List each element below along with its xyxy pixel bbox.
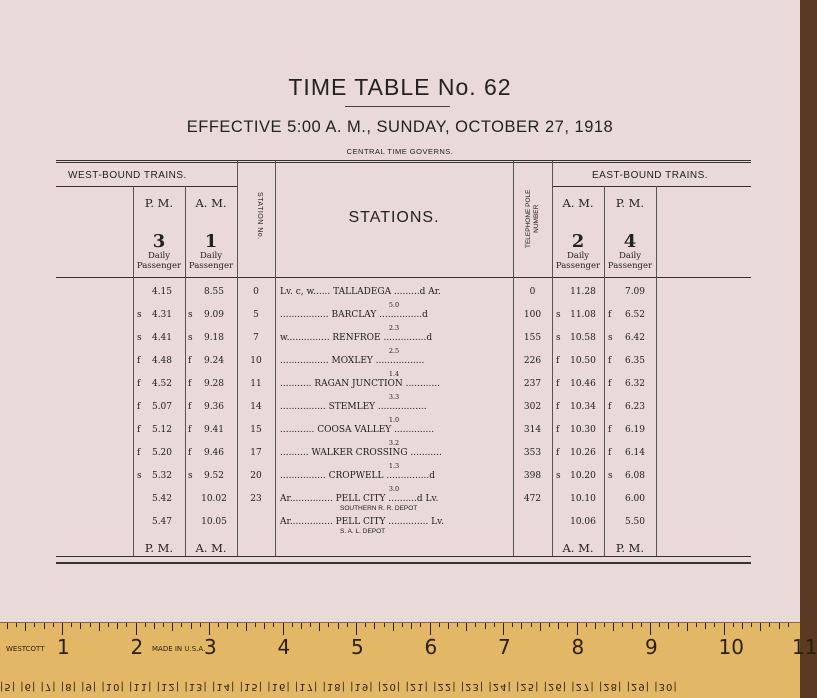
time-east-2: 10.58: [570, 333, 596, 343]
time-east-2: 10.46: [570, 379, 596, 389]
ruler-tick: [724, 623, 725, 635]
distance-marker: 2.3: [388, 324, 400, 332]
time-east-4: 6.32: [624, 379, 646, 389]
ruler-tick: [53, 623, 54, 627]
ruler-tick: [172, 623, 173, 631]
ruler-tick: [71, 623, 72, 627]
time-east-4: 6.14: [624, 448, 646, 458]
time-west-3: 4.15: [151, 287, 173, 297]
ruler-tick: [338, 623, 339, 629]
time-east-2: 10.30: [570, 425, 596, 435]
ruler-tick: [751, 623, 752, 627]
flag-stop: f: [137, 402, 141, 412]
station-number: 17: [250, 448, 262, 458]
ruler-bottom-scale: |5| |6| |7| |8| |9| |10| |11| |12| |13| |14| |15| |16| |17| |18| |19| |20| |21| |22| |23| |24| |25| |26| |27| |28| |29| |30|: [0, 681, 678, 692]
time-west-1: 10.02: [201, 494, 227, 504]
station-number: 7: [253, 333, 259, 343]
station-name: w............... RENFROE ...............d: [280, 333, 433, 343]
time-east-4: 6.35: [624, 356, 646, 366]
ruler-tick: [742, 623, 743, 629]
footer-period: A. M.: [562, 541, 594, 555]
time-east-4: 6.23: [624, 402, 646, 412]
station-number: 23: [250, 494, 262, 504]
time-east-4: 6.42: [624, 333, 646, 343]
ruler-tick: [301, 623, 302, 629]
time-west-1: 9.09: [203, 310, 225, 320]
train-kind: Daily: [199, 251, 223, 261]
ruler-tick: [292, 623, 293, 627]
flag-stop: s: [137, 471, 142, 481]
ruler-number: 2: [130, 635, 144, 659]
ruler-tick: [466, 623, 467, 631]
time-west-3: 5.12: [151, 425, 173, 435]
ruler-number: 3: [204, 635, 217, 659]
time-west-1: 8.55: [203, 287, 225, 297]
ruler-number: 6: [424, 635, 438, 659]
ruler-tick: [613, 623, 614, 631]
ruler-tick: [668, 623, 669, 629]
distance-marker: 1.4: [388, 370, 400, 378]
ruler-tick: [641, 623, 642, 627]
station-number: 14: [250, 402, 262, 412]
ruler-tick: [769, 623, 770, 627]
west-bound-header: WEST-BOUND TRAINS.: [68, 170, 187, 181]
ruler-tick: [714, 623, 715, 627]
flag-stop: f: [608, 310, 612, 320]
header-bottom-rule: [56, 277, 751, 278]
flag-stop: s: [608, 333, 613, 343]
col-divider: [552, 161, 553, 556]
time-east-2: 10.50: [570, 356, 596, 366]
time-east-4: 7.09: [624, 287, 646, 297]
time-west-3: 5.42: [151, 494, 173, 504]
ruler-tick: [650, 623, 651, 635]
flag-stop: f: [556, 448, 560, 458]
col-period: P. M.: [615, 196, 645, 210]
train-kind: Daily: [618, 251, 642, 261]
east-bound-header: EAST-BOUND TRAINS.: [592, 170, 709, 181]
ruler-tick: [503, 623, 504, 635]
ruler-tick: [99, 623, 100, 631]
train-kind: Daily: [566, 251, 590, 261]
station-name: Ar............... PELL CITY .............. Lv.: [280, 517, 445, 527]
ruler-tick: [62, 623, 63, 635]
ruler-tick: [328, 623, 329, 627]
flag-stop: f: [137, 425, 141, 435]
ruler-tick: [264, 623, 265, 629]
time-east-2: 10.34: [570, 402, 596, 412]
time-east-4: 6.08: [624, 471, 646, 481]
ruler-tick: [577, 623, 578, 635]
time-governs-note: CENTRAL TIME GOVERNS.: [346, 147, 454, 156]
station-number: 0: [253, 287, 259, 297]
time-east-2: 11.08: [570, 310, 596, 320]
ruler-tick: [595, 623, 596, 629]
time-west-1: 9.41: [203, 425, 225, 435]
depot-label: S. A. L. DEPOT: [340, 528, 386, 535]
ruler-tick: [430, 623, 431, 635]
ruler-tick: [90, 623, 91, 627]
ruler-tick: [255, 623, 256, 627]
flag-stop: f: [608, 356, 612, 366]
ruler-tick: [163, 623, 164, 627]
flag-stop: s: [188, 471, 193, 481]
time-west-1: 9.28: [203, 379, 225, 389]
time-west-3: 5.20: [151, 448, 173, 458]
telephone-pole-label: TELEPHONE POLE: [525, 189, 532, 248]
time-west-1: 9.36: [203, 402, 225, 412]
distance-marker: 3.3: [388, 393, 400, 401]
ruler-brand: WESTCOTT: [6, 645, 45, 653]
table-top-rule-2: [56, 162, 751, 163]
ruler-tick: [420, 623, 421, 627]
time-west-1: 9.46: [203, 448, 225, 458]
ruler-tick: [540, 623, 541, 631]
time-east-2: 10.10: [570, 494, 596, 504]
ruler-number: 4: [277, 635, 291, 659]
ruler-tick: [733, 623, 734, 627]
telephone-pole: 100: [523, 310, 542, 320]
train-number: 2: [571, 231, 585, 252]
flag-stop: s: [556, 310, 561, 320]
station-name: Lv. c, w...... TALLADEGA .........d Ar.: [280, 287, 441, 297]
flag-stop: f: [608, 402, 612, 412]
train-kind: Passenger: [136, 261, 182, 271]
flag-stop: f: [608, 425, 612, 435]
ruler-tick: [80, 623, 81, 629]
ruler-tick: [705, 623, 706, 629]
east-header-rule: [552, 186, 751, 187]
ruler-tick: [7, 623, 8, 629]
ruler-tick: [567, 623, 568, 627]
station-name: ................. MOXLEY .................: [280, 356, 425, 366]
distance-marker: 5.0: [388, 301, 400, 309]
station-number: 10: [250, 356, 262, 366]
ruler-tick: [347, 623, 348, 627]
flag-stop: f: [556, 425, 560, 435]
col-period: P. M.: [144, 196, 174, 210]
ruler-number: 9: [645, 635, 658, 659]
ruler-tick: [659, 623, 660, 627]
footer-period: P. M.: [615, 541, 645, 555]
flag-stop: f: [608, 379, 612, 389]
ruler-tick: [181, 623, 182, 627]
ruler-number: 10: [718, 635, 744, 659]
telephone-pole: 314: [523, 425, 542, 435]
effective-date: EFFECTIVE 5:00 A. M., SUNDAY, OCTOBER 27, 1918: [186, 118, 614, 136]
ruler-tick: [622, 623, 623, 627]
time-west-1: 10.05: [201, 517, 227, 527]
station-name: ........... RAGAN JUNCTION ............: [280, 379, 440, 389]
ruler-tick: [439, 623, 440, 627]
station-name: Ar............... PELL CITY ..........d Lv.: [280, 494, 439, 504]
ruler-tick: [760, 623, 761, 631]
distance-marker: 3.2: [388, 439, 400, 447]
stations-header: STATIONS.: [348, 209, 440, 226]
station-name: ................ CROPWELL ...............d: [280, 471, 436, 481]
ruler-tick: [521, 623, 522, 629]
time-west-1: 9.52: [203, 471, 225, 481]
telephone-pole: 472: [523, 494, 542, 504]
ruler-tick: [227, 623, 228, 629]
table-top-rule: [56, 160, 751, 161]
telephone-number-label: NUMBER: [533, 204, 540, 233]
ruler-tick: [558, 623, 559, 629]
time-west-3: 5.07: [151, 402, 173, 412]
flag-stop: s: [137, 333, 142, 343]
ruler-number: 11: [792, 635, 817, 659]
time-west-3: 4.31: [151, 310, 173, 320]
footer-rule: [56, 556, 751, 557]
ruler-tick: [34, 623, 35, 627]
ruler-tick: [374, 623, 375, 629]
train-number: 1: [204, 231, 218, 252]
flag-stop: s: [137, 310, 142, 320]
ruler-tick: [788, 623, 789, 627]
flag-stop: s: [556, 471, 561, 481]
ruler-number: 1: [57, 635, 70, 659]
ruler-tick: [696, 623, 697, 627]
ruler-tick: [44, 623, 45, 629]
telephone-pole: 353: [523, 448, 542, 458]
station-number: 20: [250, 471, 262, 481]
flag-stop: f: [137, 379, 141, 389]
flag-stop: f: [608, 448, 612, 458]
ruler-tick: [687, 623, 688, 631]
time-east-4: 6.52: [624, 310, 646, 320]
time-east-2: 11.28: [570, 287, 596, 297]
ruler-tick: [16, 623, 17, 627]
flag-stop: s: [188, 310, 193, 320]
telephone-pole-header: [525, 189, 541, 248]
time-west-3: 5.47: [151, 517, 173, 527]
ruler-made-in: MADE IN U.S.A.: [152, 645, 206, 653]
distance-marker: 2.5: [388, 347, 400, 355]
time-east-2: 10.20: [570, 471, 596, 481]
distance-marker: 1.0: [388, 416, 400, 424]
time-west-1: 9.18: [203, 333, 225, 343]
ruler-tick: [678, 623, 679, 627]
telephone-pole: 155: [523, 333, 542, 343]
ruler-tick: [531, 623, 532, 627]
ruler-tick: [209, 623, 210, 635]
time-east-4: 6.19: [624, 425, 646, 435]
station-number: 11: [250, 379, 262, 389]
station-name: .......... WALKER CROSSING ...........: [280, 448, 442, 458]
time-west-3: 4.52: [151, 379, 173, 389]
time-east-2: 10.26: [570, 448, 596, 458]
telephone-pole: 302: [523, 402, 542, 412]
ruler-tick: [246, 623, 247, 631]
ruler-tick: [779, 623, 780, 629]
ruler-tick: [310, 623, 311, 627]
ruler-tick: [108, 623, 109, 627]
time-east-2: 10.06: [570, 517, 596, 527]
time-west-3: 4.48: [151, 356, 173, 366]
station-name: ................. BARCLAY ...............d: [280, 310, 428, 320]
ruler-tick: [411, 623, 412, 629]
flag-stop: f: [188, 402, 192, 412]
ruler-tick: [126, 623, 127, 627]
ruler-tick: [457, 623, 458, 627]
flag-stop: f: [137, 448, 141, 458]
time-east-4: 5.50: [624, 517, 646, 527]
ruler-tick: [237, 623, 238, 627]
station-no-header: STATION No.: [256, 192, 263, 240]
train-kind: Daily: [147, 251, 171, 261]
ruler-tick: [365, 623, 366, 627]
telephone-pole: 237: [523, 379, 542, 389]
wooden-ruler: [0, 622, 817, 698]
depot-label: SOUTHERN R. R. DEPOT: [340, 505, 418, 512]
train-kind: Passenger: [607, 261, 653, 271]
ruler-tick: [136, 623, 137, 635]
flag-stop: f: [188, 379, 192, 389]
ruler-tick: [25, 623, 26, 631]
ruler-tick: [549, 623, 550, 627]
time-west-3: 4.41: [151, 333, 173, 343]
west-header-rule: [56, 186, 237, 187]
ruler-tick: [475, 623, 476, 627]
ruler-tick: [632, 623, 633, 629]
ruler-tick: [604, 623, 605, 627]
station-number: 15: [250, 425, 262, 435]
ruler-tick: [319, 623, 320, 631]
station-number: 5: [253, 310, 259, 320]
title-divider: [345, 106, 450, 107]
ruler-tick: [283, 623, 284, 635]
ruler-tick: [145, 623, 146, 627]
flag-stop: s: [556, 333, 561, 343]
flag-stop: f: [188, 448, 192, 458]
footer-period: A. M.: [195, 541, 227, 555]
ruler-tick: [402, 623, 403, 627]
ruler-tick: [512, 623, 513, 627]
ruler-number: 5: [351, 635, 364, 659]
distance-marker: 1.3: [388, 462, 400, 470]
col-period: A. M.: [562, 196, 594, 210]
table-bottom-rule: [56, 562, 751, 564]
flag-stop: s: [188, 333, 193, 343]
station-name: ................ STEMLEY .................: [280, 402, 427, 412]
ruler-number: 8: [571, 635, 585, 659]
ruler-tick: [273, 623, 274, 627]
ruler-tick: [200, 623, 201, 627]
flag-stop: f: [137, 356, 141, 366]
telephone-pole: 398: [523, 471, 542, 481]
ruler-tick: [485, 623, 486, 629]
ruler-tick: [154, 623, 155, 629]
ruler-tick: [191, 623, 192, 629]
footer-period: P. M.: [144, 541, 174, 555]
col-period: A. M.: [195, 196, 227, 210]
flag-stop: f: [556, 402, 560, 412]
ruler-tick: [448, 623, 449, 629]
telephone-pole: 226: [523, 356, 542, 366]
ruler-tick: [218, 623, 219, 627]
ruler-tick: [393, 623, 394, 631]
ruler-tick: [494, 623, 495, 627]
col-divider: [656, 186, 657, 556]
train-number: 3: [152, 231, 166, 252]
train-kind: Passenger: [188, 261, 234, 271]
flag-stop: f: [188, 425, 192, 435]
flag-stop: f: [188, 356, 192, 366]
flag-stop: f: [556, 379, 560, 389]
telephone-pole: 0: [529, 287, 536, 297]
station-name: ............ COOSA VALLEY ..............: [280, 425, 435, 435]
ruler-tick: [586, 623, 587, 627]
distance-marker: 3.0: [388, 485, 400, 493]
time-west-1: 9.24: [203, 356, 225, 366]
page-title: TIME TABLE No. 62: [288, 74, 512, 100]
ruler-tick: [356, 623, 357, 635]
flag-stop: s: [608, 471, 613, 481]
ruler-tick: [384, 623, 385, 627]
train-kind: Passenger: [555, 261, 601, 271]
time-west-3: 5.32: [151, 471, 173, 481]
train-number: 4: [623, 231, 637, 252]
ruler-number: 7: [498, 635, 511, 659]
time-east-4: 6.00: [624, 494, 646, 504]
ruler-tick: [117, 623, 118, 629]
flag-stop: f: [556, 356, 560, 366]
